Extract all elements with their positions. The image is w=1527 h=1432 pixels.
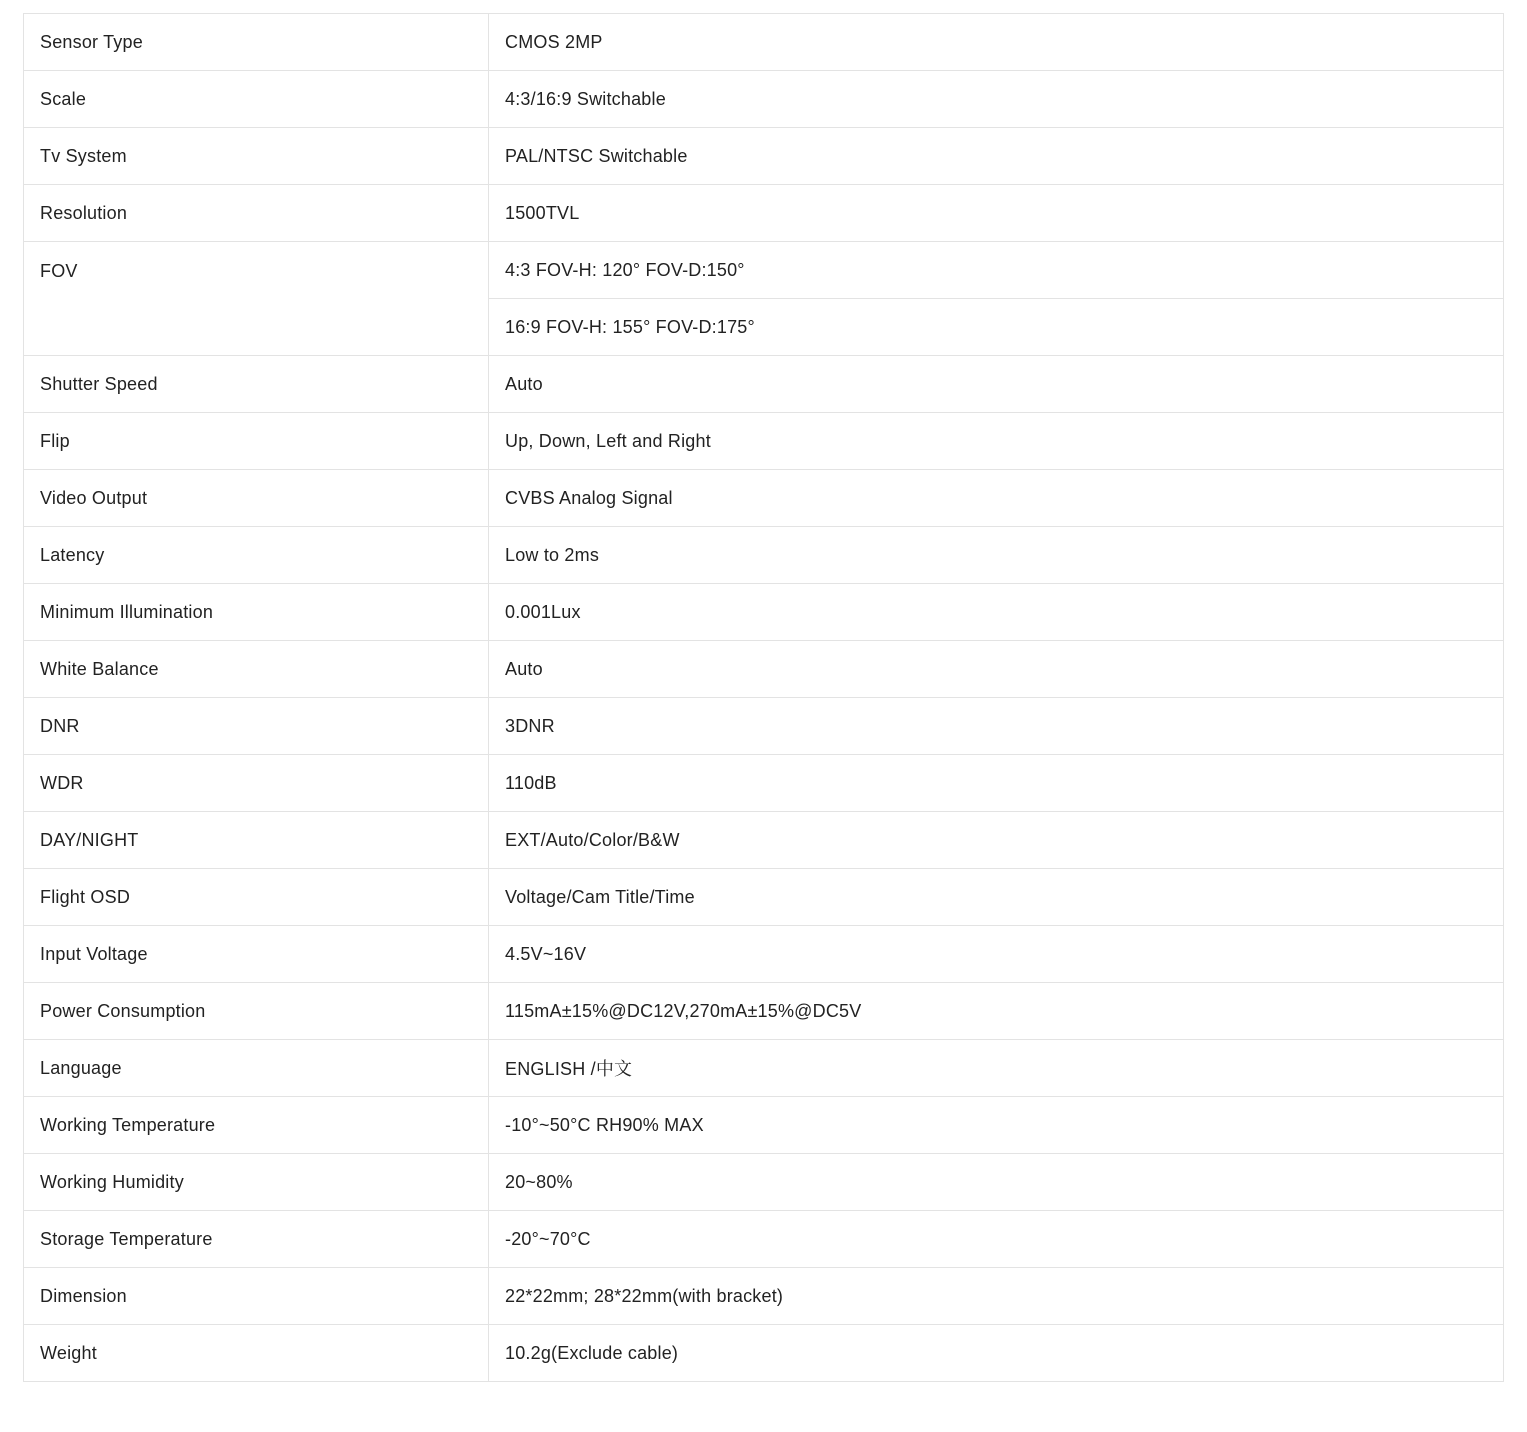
table-row: [24, 869, 1504, 926]
table-row: [24, 527, 1504, 584]
spec-value: ENGLISH /中文: [489, 1040, 1504, 1097]
table-row: [24, 1154, 1504, 1211]
spec-value: Auto: [489, 356, 1504, 413]
spec-label: FOV: [24, 242, 489, 356]
table-row: [24, 755, 1504, 812]
spec-label: Sensor Type: [24, 14, 489, 71]
table-row: [24, 356, 1504, 413]
table-row: [24, 1211, 1504, 1268]
spec-label: Working Temperature: [24, 1097, 489, 1154]
spec-label: White Balance: [24, 641, 489, 698]
table-row: [24, 641, 1504, 698]
spec-label: Latency: [24, 527, 489, 584]
table-row: [24, 1325, 1504, 1382]
spec-value: Low to 2ms: [489, 527, 1504, 584]
table-row: [24, 413, 1504, 470]
spec-label: Flip: [24, 413, 489, 470]
spec-value: 16:9 FOV-H: 155° FOV-D:175°: [489, 299, 1504, 356]
spec-value: 10.2g(Exclude cable): [489, 1325, 1504, 1382]
spec-label: Tv System: [24, 128, 489, 185]
spec-value: PAL/NTSC Switchable: [489, 128, 1504, 185]
spec-value: CMOS 2MP: [489, 14, 1504, 71]
spec-value: 3DNR: [489, 698, 1504, 755]
table-row: [24, 71, 1504, 128]
spec-label: Weight: [24, 1325, 489, 1382]
table-row: [24, 1040, 1504, 1097]
spec-label: Resolution: [24, 185, 489, 242]
spec-label: Scale: [24, 71, 489, 128]
table-row: [24, 14, 1504, 71]
table-row: [24, 1268, 1504, 1325]
spec-label: Language: [24, 1040, 489, 1097]
spec-label: Power Consumption: [24, 983, 489, 1040]
spec-value: 22*22mm; 28*22mm(with bracket): [489, 1268, 1504, 1325]
spec-value: EXT/Auto/Color/B&W: [489, 812, 1504, 869]
table-row: [24, 1097, 1504, 1154]
spec-value: 115mA±15%@DC12V,270mA±15%@DC5V: [489, 983, 1504, 1040]
spec-value: -10°~50°C RH90% MAX: [489, 1097, 1504, 1154]
spec-label: Minimum Illumination: [24, 584, 489, 641]
spec-label: DAY/NIGHT: [24, 812, 489, 869]
spec-value: Voltage/Cam Title/Time: [489, 869, 1504, 926]
spec-value: 4:3 FOV-H: 120° FOV-D:150°: [489, 242, 1504, 299]
table-row: [24, 128, 1504, 185]
table-row: [24, 812, 1504, 869]
spec-label: Flight OSD: [24, 869, 489, 926]
table-row: [24, 983, 1504, 1040]
spec-value: Auto: [489, 641, 1504, 698]
spec-value: 4:3/16:9 Switchable: [489, 71, 1504, 128]
spec-label: Dimension: [24, 1268, 489, 1325]
spec-label: WDR: [24, 755, 489, 812]
spec-label: Video Output: [24, 470, 489, 527]
table-row: [24, 470, 1504, 527]
spec-label: Working Humidity: [24, 1154, 489, 1211]
table-row: [24, 698, 1504, 755]
spec-value: 20~80%: [489, 1154, 1504, 1211]
spec-label: DNR: [24, 698, 489, 755]
spec-value: Up, Down, Left and Right: [489, 413, 1504, 470]
spec-label: Shutter Speed: [24, 356, 489, 413]
spec-value: -20°~70°C: [489, 1211, 1504, 1268]
table-row: [24, 926, 1504, 983]
spec-value: CVBS Analog Signal: [489, 470, 1504, 527]
spec-value: 110dB: [489, 755, 1504, 812]
table-row: [24, 185, 1504, 242]
spec-table: [23, 13, 1504, 1382]
spec-label: Input Voltage: [24, 926, 489, 983]
spec-value: 0.001Lux: [489, 584, 1504, 641]
spec-label: Storage Temperature: [24, 1211, 489, 1268]
spec-table-body: [24, 14, 1504, 1382]
spec-value: 1500TVL: [489, 185, 1504, 242]
table-row: [24, 584, 1504, 641]
spec-value: 4.5V~16V: [489, 926, 1504, 983]
table-row: [24, 242, 1504, 299]
